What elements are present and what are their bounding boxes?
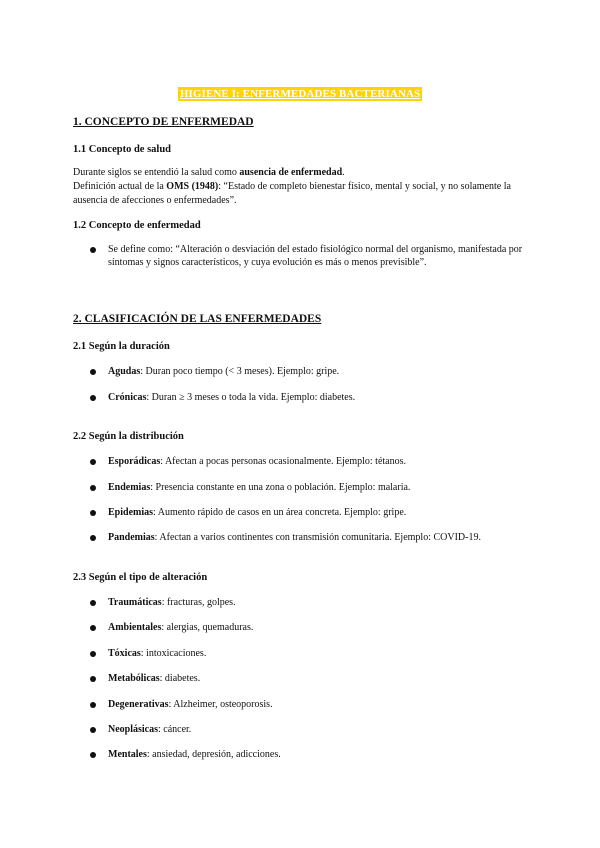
bullet-icon xyxy=(90,676,96,682)
document-title-text: HIGIENE I: ENFERMEDADES BACTERIANAS xyxy=(179,88,421,100)
list-item xyxy=(108,596,548,609)
list-item-term: Endemias xyxy=(108,482,151,493)
list-item-desc: : ansiedad, depresión, adicciones. xyxy=(146,749,281,760)
list-item xyxy=(108,672,548,685)
bullet-icon xyxy=(90,535,96,541)
list-item-term: Crónicas xyxy=(108,392,147,403)
bullet-icon xyxy=(90,369,96,375)
list-item-desc: : Aumento rápido de casos en un área concreta. Ejemplo: gripe. xyxy=(153,507,407,518)
list-item-desc: : Afectan a varios continentes con transmisión comunitaria. Ejemplo: COVID-19. xyxy=(154,532,481,543)
list-item-desc: : cáncer. xyxy=(158,724,192,735)
text: : “Estado de completo bienestar físico, mental y social, y no solamente la ausencia de afecciones o enfermedades”. xyxy=(73,181,511,206)
bullet-icon xyxy=(90,727,96,733)
document-title xyxy=(0,84,600,102)
bullet-icon xyxy=(90,247,96,253)
list-item-term: Traumáticas xyxy=(108,597,162,608)
list-item-desc: : Afectan a pocas personas ocasionalmente. Ejemplo: tétanos. xyxy=(160,456,406,467)
list-item xyxy=(108,748,548,761)
list-item-term: Ambientales xyxy=(108,622,162,633)
bullet-icon xyxy=(90,459,96,465)
paragraph-salud-2 xyxy=(73,180,543,208)
list-item-desc: : alergias, quemaduras. xyxy=(161,622,254,633)
list-item-desc: : intoxicaciones. xyxy=(140,648,207,659)
subsection-2-1-heading: 2.1 Según la duración xyxy=(73,341,170,352)
text: Durante siglos se entendió la salud como xyxy=(73,167,240,178)
subsection-2-3-heading: 2.3 Según el tipo de alteración xyxy=(73,572,208,583)
list-item-term: Agudas xyxy=(108,366,141,377)
list-item-term: Epidemias xyxy=(108,507,154,518)
list-item-desc: : fracturas, golpes. xyxy=(161,597,236,608)
list-item-desc: : Duran ≥ 3 meses o toda la vida. Ejemplo: diabetes. xyxy=(146,392,356,403)
list-item xyxy=(108,365,548,378)
list-item xyxy=(108,506,548,519)
list-item xyxy=(108,723,548,736)
bold-term: ausencia de enfermedad xyxy=(239,167,343,178)
list-item-desc: : Alzheimer, osteoporosis. xyxy=(168,699,273,710)
subsection-1-2-heading: 1.2 Concepto de enfermedad xyxy=(73,220,201,231)
list-item xyxy=(108,698,548,711)
list-item-desc: : diabetes. xyxy=(159,673,201,684)
subsection-1-1-heading: 1.1 Concepto de salud xyxy=(73,144,172,155)
list-item-term: Metabólicas xyxy=(108,673,160,684)
list-item xyxy=(108,391,548,404)
list-item xyxy=(108,481,548,494)
subsection-2-2-heading: 2.2 Según la distribución xyxy=(73,431,184,442)
list-item-desc: : Presencia constante en una zona o población. Ejemplo: malaria. xyxy=(150,482,411,493)
list-item: Se define como: “Alteración o desviación del estado fisiológico normal del organismo, manifestada por síntomas y signos característicos, y cuya evolución es más o menos previsible”. xyxy=(108,244,523,268)
bullet-icon xyxy=(90,485,96,491)
bullet-icon xyxy=(90,600,96,606)
list-item xyxy=(108,455,548,468)
bullet-icon xyxy=(90,510,96,516)
bullet-icon xyxy=(90,752,96,758)
bullet-icon xyxy=(90,395,96,401)
list-item-term: Neoplásicas xyxy=(108,724,158,735)
list-item-term: Pandemias xyxy=(108,532,155,543)
bullet-icon xyxy=(90,702,96,708)
text: Definición actual de la xyxy=(73,181,167,192)
list-item xyxy=(108,647,548,660)
bullet-icon xyxy=(90,651,96,657)
list-item-term: Tóxicas xyxy=(108,648,141,659)
list-item-term: Mentales xyxy=(108,749,147,760)
section-2-heading: 2. CLASIFICACIÓN DE LAS ENFERMEDADES xyxy=(73,313,322,325)
bold-term: OMS (1948) xyxy=(166,181,219,192)
text: . xyxy=(342,167,345,178)
list-item-desc: : Duran poco tiempo (< 3 meses). Ejemplo: gripe. xyxy=(140,366,340,377)
list-item xyxy=(108,531,548,544)
list-item-term: Degenerativas xyxy=(108,699,169,710)
list-item-term: Esporádicas xyxy=(108,456,161,467)
paragraph-salud-1 xyxy=(73,166,543,180)
section-1-heading: 1. CONCEPTO DE ENFERMEDAD xyxy=(73,116,254,128)
bullet-icon xyxy=(90,625,96,631)
list-item xyxy=(108,621,548,634)
